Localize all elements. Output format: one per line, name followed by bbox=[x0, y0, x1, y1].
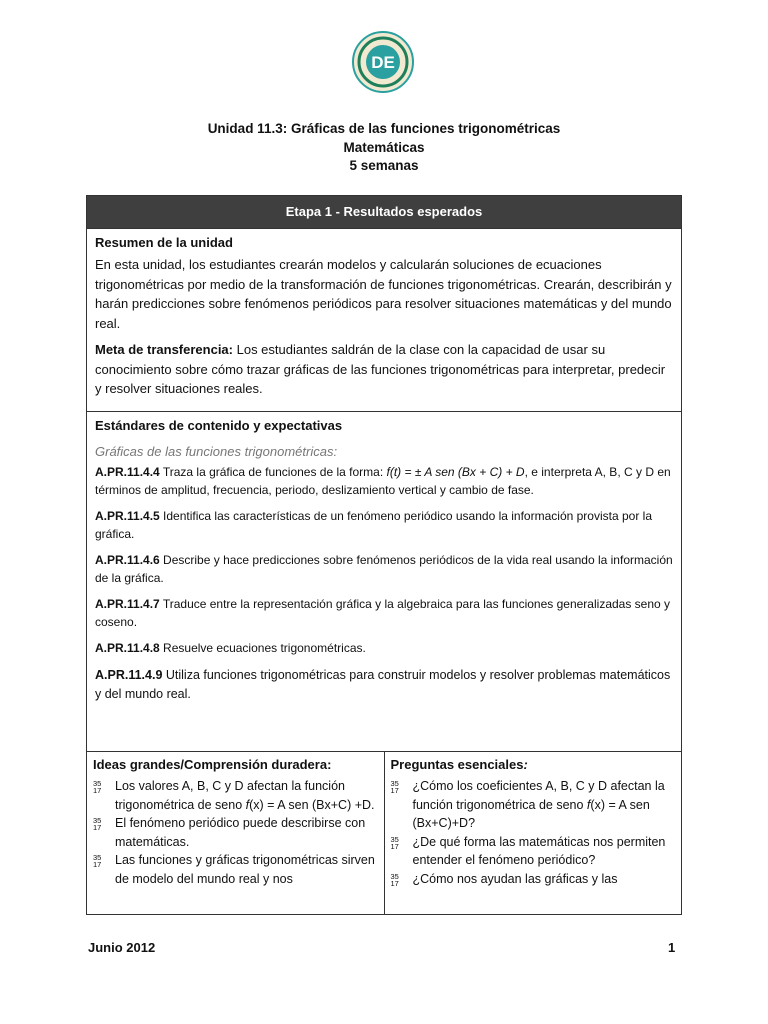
list-marker-icon: 35 17 bbox=[93, 853, 102, 869]
standard-item bbox=[95, 552, 673, 587]
list-item: 35 17 El fenómeno periódico puede describirse con matemáticas. bbox=[93, 814, 378, 851]
standard-item bbox=[95, 666, 673, 704]
standard-formula: f(t) = ± A sen (Bx + C) + D bbox=[386, 465, 525, 479]
standard-text: Identifica las características de un fenómeno periódico usando la información provista por la gráfica. bbox=[95, 509, 652, 541]
big-ideas-heading: Ideas grandes/Comprensión duradera: bbox=[93, 757, 332, 772]
standard-text: , e interpreta A, B, C y D en términos de amplitud, frecuencia, periodo, deslizamiento vertical y cambio de fase. bbox=[95, 465, 671, 497]
list-item: 35 17 ¿Cómo los coeficientes A, B, C y D afectan la función trigonométrica de seno f(x) = A sen (Bx+C)+D? bbox=[391, 777, 676, 833]
standard-item bbox=[95, 464, 673, 499]
standards-section bbox=[87, 412, 681, 752]
standard-code: A.PR.11.4.6 bbox=[95, 553, 160, 567]
subject-title: Matemáticas bbox=[343, 139, 425, 155]
page-number: 1 bbox=[668, 940, 676, 955]
list-marker-icon: 35 17 bbox=[390, 871, 399, 888]
standard-text: Traduce entre la representación gráfica y la algebraica para las funciones generalizadas seno y coseno. bbox=[95, 597, 671, 629]
list-item: 35 17 Las funciones y gráficas trigonométricas sirven de modelo del mundo real y nos bbox=[93, 851, 378, 888]
list-item: 35 17 Los valores A, B, C y D afectan la función trigonométrica de seno f(x) = A sen (Bx+C) +D. bbox=[93, 777, 378, 814]
stage-table bbox=[86, 195, 682, 915]
list-item: 35 17 ¿De qué forma las matemáticas nos permiten entender el fenómeno periódico? bbox=[391, 833, 676, 870]
summary-text: En esta unidad, los estudiantes crearán modelos y calcularán soluciones de ecuaciones trigonométricas por medio de la transformación de funciones trigonométricas. Crearán, describirán y harán predicciones sobre fenómenos periódicos para resolver situaciones matemáticas y del mundo real. bbox=[95, 257, 672, 331]
department-logo bbox=[352, 31, 414, 93]
standard-code: A.PR.11.4.5 bbox=[95, 509, 160, 523]
standard-text: Resuelve ecuaciones trigonométricas. bbox=[159, 641, 366, 655]
footer-date: Junio 2012 bbox=[88, 940, 156, 955]
unit-title: Unidad 11.3: Gráficas de las funciones trigonométricas bbox=[207, 121, 561, 136]
standards-subtitle: Gráficas de las funciones trigonométricas: bbox=[95, 444, 338, 459]
standard-text: Describe y hace predicciones sobre fenómenos periódicos de la vida real usando la información de la gráfica. bbox=[95, 553, 673, 585]
list-marker-icon: 35 17 bbox=[390, 779, 399, 795]
stage-title: Etapa 1 - Resultados esperados bbox=[87, 196, 681, 229]
standard-item bbox=[95, 508, 673, 543]
standard-item bbox=[95, 640, 673, 658]
svg-text:DE: DE bbox=[371, 53, 395, 72]
document-header bbox=[0, 120, 768, 176]
standard-code: A.PR.11.4.9 bbox=[95, 667, 163, 682]
list-marker-icon: 35 17 bbox=[93, 779, 102, 795]
standards-heading: Estándares de contenido y expectativas bbox=[95, 418, 343, 433]
summary-section bbox=[87, 229, 681, 412]
essential-questions-column bbox=[385, 752, 682, 915]
list-item: 35 17 ¿Cómo nos ayudan las gráficas y las bbox=[390, 871, 618, 888]
standard-code: A.PR.11.4.4 bbox=[95, 465, 160, 479]
big-ideas-column bbox=[87, 752, 385, 915]
standard-item bbox=[95, 596, 673, 631]
list-marker-icon: 35 17 bbox=[93, 816, 102, 832]
summary-heading: Resumen de la unidad bbox=[95, 235, 233, 250]
transfer-label: Meta de transferencia: bbox=[95, 342, 233, 357]
transfer-text: Los estudiantes saldrán de la clase con la capacidad de usar su conocimiento sobre cómo trazar gráficas de las funciones trigonométricas para interpretar, predecir y resolver situaciones reales. bbox=[95, 342, 666, 396]
duration-title: 5 semanas bbox=[349, 158, 419, 173]
standard-code: A.PR.11.4.7 bbox=[95, 597, 160, 611]
standard-text: Traza la gráfica de funciones de la forma: bbox=[159, 465, 387, 479]
standard-text: Utiliza funciones trigonométricas para construir modelos y resolver problemas matemáticos y del mundo real. bbox=[95, 667, 671, 701]
standard-code: A.PR.11.4.8 bbox=[95, 641, 160, 655]
essential-questions-heading: Preguntas esenciales: bbox=[390, 757, 528, 772]
transfer-goal bbox=[95, 340, 673, 399]
list-marker-icon: 35 17 bbox=[390, 834, 399, 851]
ideas-questions-row bbox=[87, 752, 681, 915]
de-seal-icon bbox=[352, 31, 414, 93]
